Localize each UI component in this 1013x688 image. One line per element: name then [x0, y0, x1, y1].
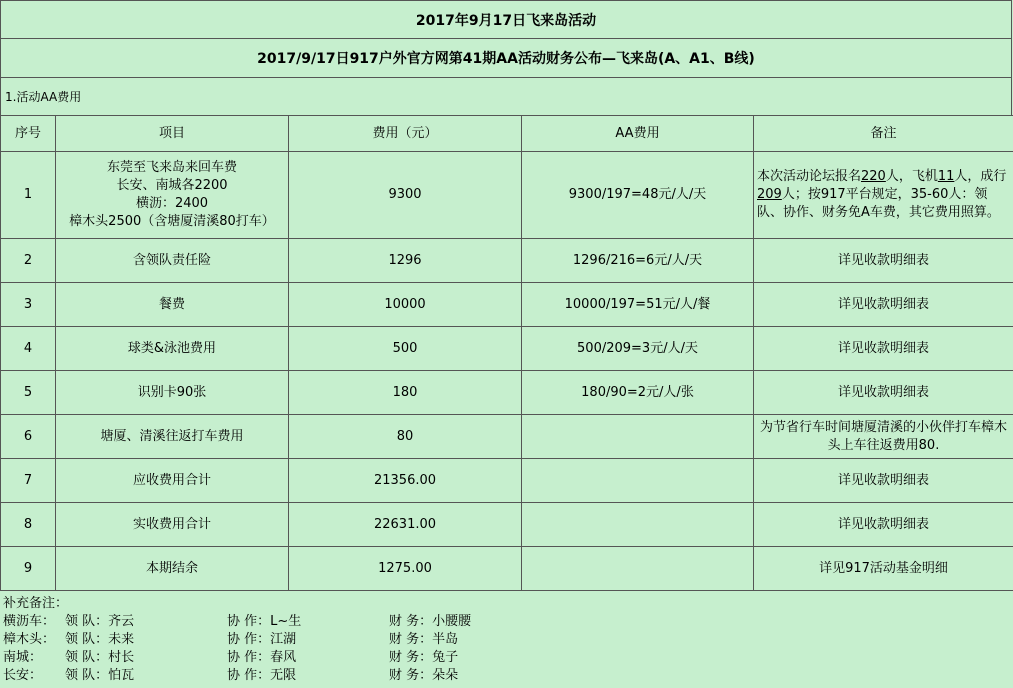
row-note: 详见收款明细表	[754, 327, 1013, 371]
supplement-label: 补充备注：	[3, 596, 69, 611]
row-item: 球类&泳池费用	[56, 327, 289, 371]
row-cost: 80	[289, 415, 522, 459]
note-text: 人，成行	[954, 169, 1007, 184]
row-no: 1	[1, 152, 56, 239]
team-finance: 财 务：兔子	[389, 650, 459, 665]
team-finance: 财 务：半岛	[389, 632, 459, 647]
note-text: 人，飞机	[885, 169, 938, 184]
row-aa	[522, 459, 754, 503]
team-leader: 领 队：怕瓦	[65, 668, 135, 683]
row-cost: 21356.00	[289, 459, 522, 503]
team-group: 长安：	[3, 668, 43, 683]
row-item	[56, 152, 289, 239]
section-heading: 1.活动AA费用	[0, 78, 1012, 116]
team-group: 樟木头：	[3, 632, 56, 647]
row-note	[754, 152, 1013, 239]
row-no: 8	[1, 503, 56, 547]
row-item: 含领队责任险	[56, 239, 289, 283]
team-assistant: 协 作：江湖	[227, 632, 297, 647]
row-no: 7	[1, 459, 56, 503]
table-row	[1, 371, 1013, 415]
row-no: 6	[1, 415, 56, 459]
table-row	[1, 152, 1013, 239]
row-aa: 1296/216=6元/人/天	[522, 239, 754, 283]
item-line: 东莞至飞来岛来回车费	[106, 160, 237, 175]
team-line	[3, 649, 1011, 667]
team-assistant: 协 作：春风	[227, 650, 297, 665]
row-item: 应收费用合计	[56, 459, 289, 503]
note-signup-count: 220	[861, 169, 886, 184]
row-cost: 500	[289, 327, 522, 371]
row-aa	[522, 547, 754, 591]
team-line	[3, 613, 1011, 631]
row-no: 4	[1, 327, 56, 371]
note-noshow-count: 11	[937, 169, 955, 184]
row-aa	[522, 415, 754, 459]
team-leader: 领 队：齐云	[65, 614, 135, 629]
row-aa	[522, 503, 754, 547]
row-note: 详见收款明细表	[754, 283, 1013, 327]
header-item: 项目	[56, 116, 289, 152]
row-aa: 500/209=3元/人/天	[522, 327, 754, 371]
row-aa: 9300/197=48元/人/天	[522, 152, 754, 239]
row-cost: 22631.00	[289, 503, 522, 547]
note-attend-count: 209	[757, 187, 782, 202]
row-item: 塘厦、清溪往返打车费用	[56, 415, 289, 459]
row-note: 详见917活动基金明细	[754, 547, 1013, 591]
row-cost: 180	[289, 371, 522, 415]
row-item: 实收费用合计	[56, 503, 289, 547]
row-aa: 10000/197=51元/人/餐	[522, 283, 754, 327]
finance-table	[0, 115, 1013, 591]
table-row	[1, 283, 1013, 327]
header-note: 备注	[754, 116, 1013, 152]
table-row	[1, 415, 1013, 459]
row-cost: 1296	[289, 239, 522, 283]
team-group: 南城：	[3, 650, 43, 665]
row-no: 9	[1, 547, 56, 591]
row-no: 3	[1, 283, 56, 327]
table-header	[1, 116, 1013, 152]
table-row	[1, 327, 1013, 371]
table-row	[1, 239, 1013, 283]
team-assistant: 协 作：L~生	[227, 614, 302, 629]
table-row	[1, 459, 1013, 503]
team-line	[3, 667, 1011, 685]
team-line	[3, 631, 1011, 649]
header-cost: 费用（元）	[289, 116, 522, 152]
team-finance: 财 务：朵朵	[389, 668, 459, 683]
row-note: 详见收款明细表	[754, 371, 1013, 415]
row-aa: 180/90=2元/人/张	[522, 371, 754, 415]
team-group: 横沥车：	[3, 614, 56, 629]
item-line: 横沥：2400	[135, 196, 209, 211]
row-item: 本期结余	[56, 547, 289, 591]
row-note: 为节省行车时间塘厦清溪的小伙伴打车樟木头上车往返费用80.	[754, 415, 1013, 459]
row-cost: 1275.00	[289, 547, 522, 591]
header-aa: AA费用	[522, 116, 754, 152]
team-assistant: 协 作：无限	[227, 668, 297, 683]
row-note: 详见收款明细表	[754, 459, 1013, 503]
row-note: 详见收款明细表	[754, 503, 1013, 547]
header-no: 序号	[1, 116, 56, 152]
row-item: 识别卡90张	[56, 371, 289, 415]
team-leader: 领 队：未来	[65, 632, 135, 647]
item-line: 樟木头2500（含塘厦清溪80打车）	[69, 214, 275, 229]
row-no: 5	[1, 371, 56, 415]
row-cost: 9300	[289, 152, 522, 239]
note-text: 人；按917平台规定，35-60人：领队、协作、财务免A车费，其它费用照算。	[757, 187, 1000, 220]
row-note: 详见收款明细表	[754, 239, 1013, 283]
table-row	[1, 547, 1013, 591]
row-cost: 10000	[289, 283, 522, 327]
team-leader: 领 队：村长	[65, 650, 135, 665]
note-text: 本次活动论坛报名	[757, 169, 862, 184]
row-no: 2	[1, 239, 56, 283]
team-finance: 财 务：小腰腰	[389, 614, 472, 629]
table-row	[1, 503, 1013, 547]
supplement-notes	[3, 595, 1011, 685]
item-line: 长安、南城各2200	[116, 178, 228, 193]
sheet-subtitle: 2017/9/17日917户外官方网第41期AA活动财务公布—飞来岛(A、A1、B线)	[0, 39, 1012, 78]
row-item: 餐费	[56, 283, 289, 327]
sheet-title: 2017年9月17日飞来岛活动	[0, 0, 1012, 39]
